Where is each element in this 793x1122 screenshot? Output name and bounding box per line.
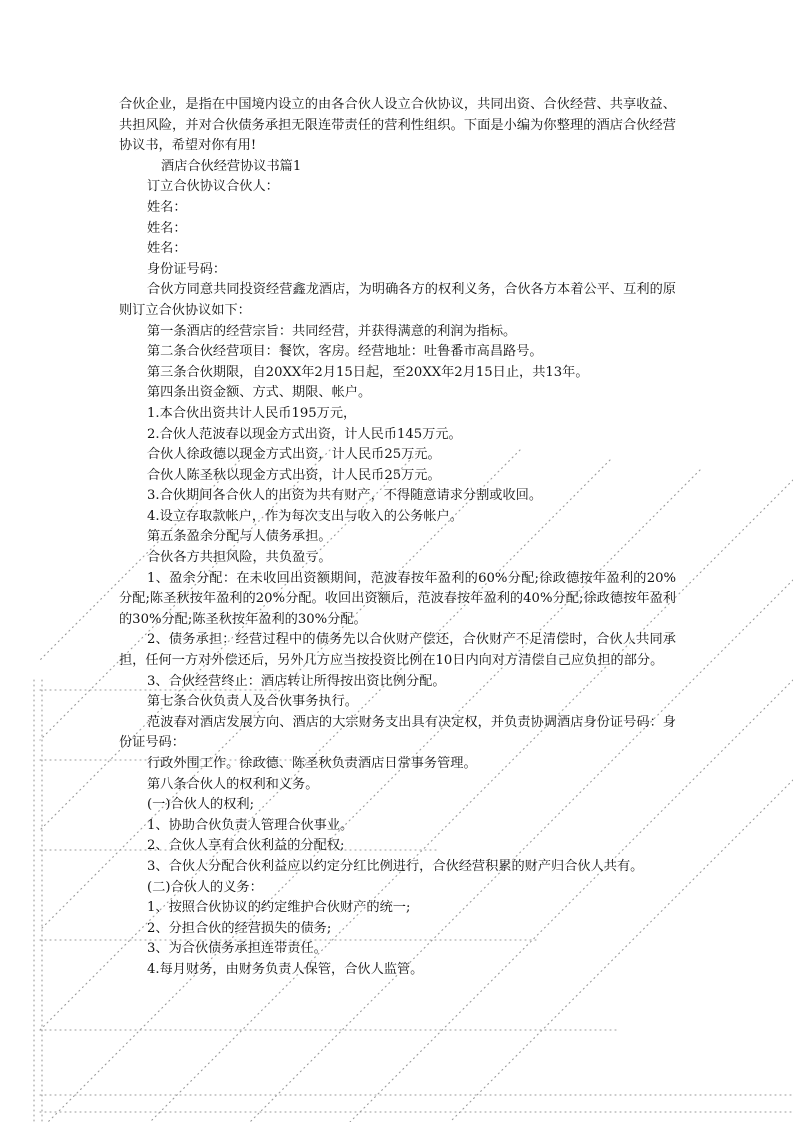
paragraph: 4.设立存取款帐户，作为每次支出与收入的公务帐户。 (147, 508, 463, 524)
paragraph: 合伙人徐政德以现金方式出资，计人民币25万元。 (147, 447, 441, 463)
paragraph: 第三条合伙期限，自20XX年2月15日起，至20XX年2月15日止，共13年。 (147, 364, 589, 380)
paragraph: 2、合伙人享有合伙利益的分配权; (147, 838, 345, 854)
paragraph: 2.合伙人范波春以现金方式出资，计人民币145万元。 (147, 426, 462, 442)
paragraph: 范波春对酒店发展方向、酒店的大宗财务支出具有决定权，并负责协调酒店身份证号码：身份证号码： (119, 714, 676, 751)
paragraph: 3.合伙期间各合伙人的出资为共有财产，不得随意请求分割或收回。 (147, 488, 543, 504)
intro-paragraph: 合伙企业，是指在中国境内设立的由各合伙人设立合伙协议，共同出资、合伙经营、共享收益、共担风险，并对合伙债务承担无限连带责任的营利性组织。下面是小编为你整理的酒店合伙经营协议书，希望对你有用! (119, 97, 676, 154)
paragraph: 姓名： (147, 220, 187, 236)
paragraph: 1、盈余分配：在未收回出资额期间，范波春按年盈利的60%分配;徐政德按年盈利的20%分配;陈圣秋按年盈利的20%分配。收回出资额后，范波春按年盈利的40%分配;徐政德按年盈利的30%分配;陈圣秋按年盈利的30%分配。 (119, 570, 676, 627)
paragraph: 1、协助合伙负责人管理合伙事业。 (147, 817, 354, 833)
paragraph: 第一条酒店的经营宗旨：共同经营，并获得满意的利润为指标。 (147, 323, 517, 339)
paragraph: 3、合伙人分配合伙利益应以约定分红比例进行，合伙经营积累的财产归合伙人共有。 (147, 858, 644, 874)
paragraph: 第四条出资金额、方式、期限、帐户。 (147, 385, 372, 401)
paragraph: 合伙方同意共同投资经营鑫龙酒店，为明确各方的权利义务，合伙各方本着公平、互利的原则订立合伙协议如下： (119, 282, 676, 318)
paragraph: 3、为合伙债务承担连带责任。 (147, 941, 327, 957)
paragraph: 第七条合伙负责人及合伙事务执行。 (147, 694, 358, 710)
document-title: 酒店合伙经营协议书篇1 (161, 158, 302, 174)
paragraph: 2、债务承担：经营过程中的债务先以合伙财产偿还，合伙财产不足清偿时，合伙人共同承担，任何一方对外偿还后，另外几方应当按投资比例在10日内向对方清偿自己应负担的部分。 (119, 632, 676, 669)
paragraph: 姓名： (147, 241, 187, 257)
paragraph: 行政外围工作。徐政德、陈圣秋负责酒店日常事务管理。 (147, 756, 477, 771)
paragraph: 订立合伙协议合伙人： (147, 179, 279, 195)
paragraph: (一)合伙人的权利; (147, 797, 255, 813)
paragraph: 第五条盈余分配与人债务承担。 (147, 529, 332, 545)
paragraph: 姓名： (147, 199, 187, 215)
paragraph: (二)合伙人的义务： (147, 879, 263, 895)
paragraph: 合伙人陈圣秋以现金方式出资，计人民币25万元。 (147, 467, 441, 483)
paragraph: 2、分担合伙的经营损失的债务; (147, 920, 332, 936)
paragraph: 第八条合伙人的权利和义务。 (147, 776, 319, 792)
paragraph: 4.每月财务，由财务负责人保管，合伙人监管。 (147, 961, 424, 977)
paragraph: 第二条合伙经营项目：餐饮，客房。经营地址：吐鲁番市高昌路号。 (147, 344, 543, 360)
paragraph: 1.本合伙出资共计人民币195万元， (147, 405, 357, 421)
document-body (119, 95, 676, 981)
paragraph: 1、按照合伙协议的约定维护合伙财产的统一; (147, 900, 411, 916)
paragraph: 3、合伙经营终止：酒店转让所得按出资比例分配。 (147, 673, 446, 689)
paragraph: 身份证号码： (147, 261, 227, 277)
paragraph: 合伙各方共担风险，共负盈亏。 (147, 550, 332, 566)
